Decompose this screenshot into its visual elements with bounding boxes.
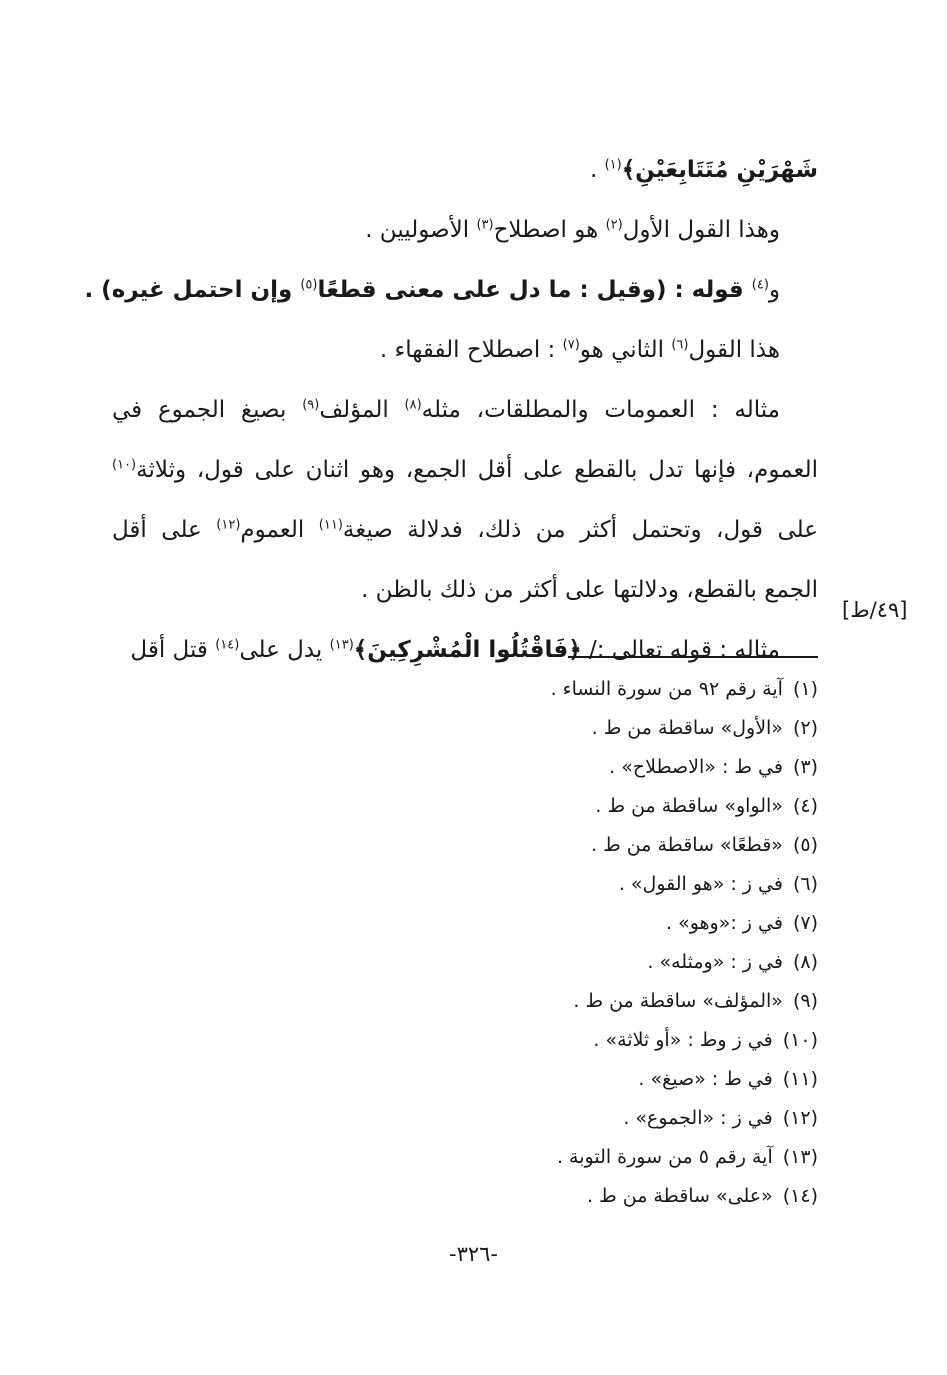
footnotes — [300, 670, 818, 1216]
footnote-item — [300, 865, 818, 904]
footnote-text: في ز : «هو القول» . — [618, 873, 783, 895]
footnote-text: «على» ساقطة من ط . — [587, 1185, 773, 1207]
footnote-marker: (٦) — [671, 337, 689, 353]
footnote-text: «قطعًا» ساقطة من ط . — [591, 834, 783, 856]
footnote-number: (٢) — [792, 717, 818, 739]
text-run: الثاني هو — [579, 337, 672, 363]
emphasized-text: قوله : (وقيل : ما دل على معنى قطعًا — [317, 277, 752, 303]
footnote-marker: (٢) — [605, 217, 623, 233]
footnote-item — [300, 709, 818, 748]
main-text — [84, 140, 819, 680]
footnote-item — [300, 748, 818, 787]
text-line — [112, 440, 818, 500]
text-line — [84, 260, 818, 320]
footnote-item — [300, 1138, 818, 1177]
footnote-text: في ز : «الجموع» . — [623, 1107, 773, 1129]
footnote-item — [300, 904, 818, 943]
text-run: بصيغ الجموع في — [112, 397, 303, 423]
footnote-marker: (٣) — [476, 217, 494, 233]
text-line — [112, 560, 818, 620]
footnote-number: (٤) — [792, 795, 818, 817]
text-run: هو اصطلاح — [493, 217, 606, 243]
footnote-marker: (١) — [604, 157, 622, 173]
footnote-number: (١) — [792, 678, 818, 700]
footnote-number: (١١) — [782, 1068, 818, 1090]
text-run: قتل أقل — [130, 637, 216, 663]
text-run: وهذا القول الأول — [622, 217, 780, 243]
footnote-item — [300, 943, 818, 982]
footnote-text: في ط : «صيغ» . — [638, 1068, 773, 1090]
text-run: على أقل — [112, 517, 217, 543]
footnote-number: (٥) — [792, 834, 818, 856]
text-run: على قول، وتحتمل أكثر من ذلك، فدلالة صيغة — [342, 517, 819, 543]
footnote-marker: (٥) — [300, 277, 318, 293]
text-run: العموم، فإنها تدل بالقطع على أقل الجمع، وهو اثنان على قول، وثلاثة — [136, 457, 818, 483]
text-run: المؤلف — [319, 397, 405, 423]
footnote-number: (٩) — [792, 990, 818, 1012]
footnote-item — [300, 826, 818, 865]
text-run: العموم — [240, 517, 319, 543]
text-run: . — [589, 157, 605, 183]
text-line — [112, 140, 818, 200]
footnote-marker: (٧) — [562, 337, 580, 353]
footnote-number: (٨) — [792, 951, 818, 973]
footnote-item — [300, 1021, 818, 1060]
footnote-text: آية رقم ٥ من سورة التوبة . — [556, 1146, 773, 1168]
page-number: -٣٢٦- — [449, 1242, 498, 1266]
footnote-item — [300, 1060, 818, 1099]
footnote-text: في ط : «الاصطلاح» . — [609, 756, 783, 778]
footnote-marker: (١٤) — [215, 637, 240, 653]
text-line — [112, 380, 818, 440]
footnote-text: «المؤلف» ساقطة من ط . — [573, 990, 783, 1012]
footnote-marker: (٨) — [404, 397, 422, 413]
footnote-item — [300, 787, 818, 826]
emphasized-text: ﴿فَاقْتُلُوا الْمُشْرِكِينَ﴾ — [353, 637, 582, 663]
text-run: هذا القول — [688, 337, 780, 363]
footnote-number: (٣) — [792, 756, 818, 778]
footnote-number: (١٣) — [782, 1146, 818, 1168]
footnote-item — [300, 670, 818, 709]
text-run: الجمع بالقطع، ودلالتها على أكثر من ذلك بالظن . — [361, 577, 818, 603]
emphasized-text: وإن احتمل غيره) . — [84, 277, 301, 303]
footnote-text: في ز :«وهو» . — [666, 912, 783, 934]
footnote-item — [300, 982, 818, 1021]
footnote-number: (٦) — [792, 873, 818, 895]
footnote-number: (١٠) — [782, 1029, 818, 1051]
footnote-number: (١٤) — [782, 1185, 818, 1207]
footnote-marker: (١٣) — [329, 637, 354, 653]
text-line — [112, 320, 818, 380]
text-line — [112, 200, 818, 260]
footnote-item — [300, 1099, 818, 1138]
text-run: يدل على — [239, 637, 330, 663]
footnote-separator — [568, 656, 818, 658]
footnote-number: (١٢) — [782, 1107, 818, 1129]
footnote-item — [300, 1177, 818, 1216]
footnote-number: (٧) — [792, 912, 818, 934]
text-line — [112, 500, 818, 560]
footnote-text: «الأول» ساقطة من ط . — [591, 717, 783, 739]
footnote-text: في ز وط : «أو ثلاثة» . — [593, 1029, 773, 1051]
margin-reference: [٤٩/ط] — [842, 598, 908, 622]
text-run: الأصوليين . — [365, 217, 477, 243]
footnote-text: في ز : «ومثله» . — [647, 951, 783, 973]
footnote-text: «الواو» ساقطة من ط . — [595, 795, 783, 817]
text-run: مثاله : قوله تعالى :/ — [581, 637, 780, 663]
footnote-marker: (٩) — [302, 397, 320, 413]
text-run: : اصطلاح الفقهاء . — [379, 337, 563, 363]
text-run: مثاله : العمومات والمطلقات، مثله — [421, 397, 780, 423]
footnote-marker: (٤) — [751, 277, 769, 293]
footnote-text: آية رقم ٩٢ من سورة النساء . — [550, 678, 783, 700]
footnote-marker: (١٢) — [216, 517, 241, 533]
emphasized-text: شَهْرَيْنِ مُتَتَابِعَيْنِ﴾ — [621, 157, 818, 183]
footnote-marker: (١١) — [318, 517, 343, 533]
footnote-marker: (١٠) — [112, 457, 137, 473]
text-run: و — [768, 277, 780, 303]
